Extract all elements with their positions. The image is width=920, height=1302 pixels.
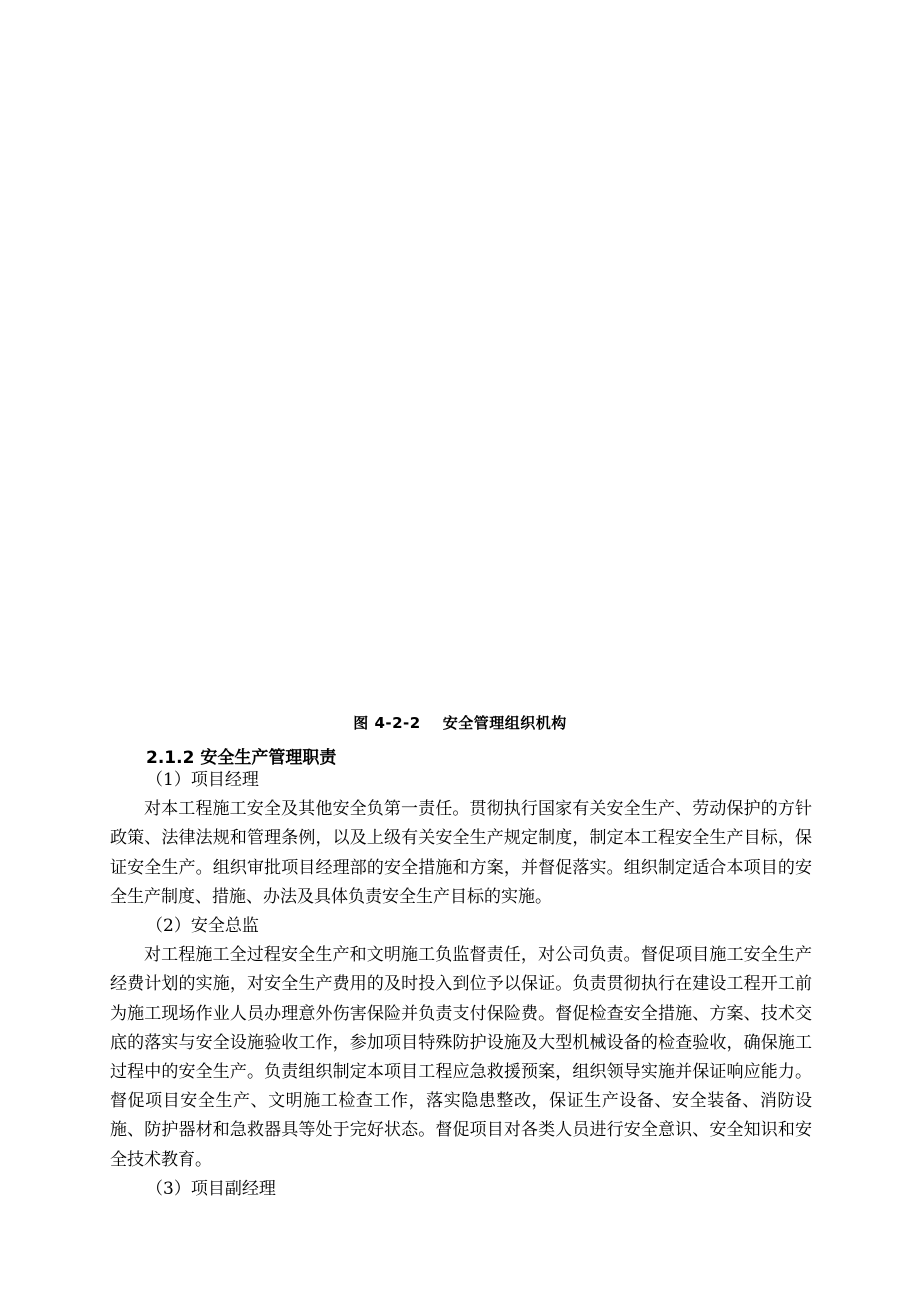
- figure-caption-number: 图 4-2-2: [353, 714, 421, 732]
- item-text-safety-director: 对工程施工全过程安全生产和文明施工负监督责任，对公司负责。督促项目施工安全生产经费计划的实施，对安全生产费用的及时投入到位予以保证。负责贯彻执行在建设工程开工前为施工现场作业人员办理意外伤害保险并负责支付保险费。督促检查安全措施、方案、技术交底的落实与安全设施验收工作，参加项目特殊防护设施及大型机械设备的检查验收，确保施工过程中的安全生产。负责组织制定本项目工程应急救援预案，组织领导实施并保证响应能力。督促项目安全生产、文明施工检查工作，落实隐患整改，保证生产设备、安全装备、消防设施、防护器材和急救器具等处于完好状态。督促项目对各类人员进行安全意识、安全知识和安全技术教育。: [110, 945, 812, 1170]
- figure-area: [110, 40, 810, 700]
- figure-caption: [0, 712, 920, 733]
- item-title-safety-director: （2）安全总监: [146, 916, 259, 937]
- item-title-deputy-manager: （3）项目副经理: [146, 1178, 276, 1199]
- section-heading: 2.1.2 安全生产管理职责: [146, 748, 337, 768]
- figure-caption-title: 安全管理组织机构: [442, 714, 567, 732]
- section-body: [110, 766, 812, 1204]
- item-title-project-manager: （1）项目经理: [146, 770, 259, 790]
- item-text-project-manager: 对本工程施工安全及其他安全负第一责任。贯彻执行国家有关安全生产、劳动保护的方针政策、法律法规和管理条例，以及上级有关安全生产规定制度，制定本工程安全生产目标，保证安全生产。组织审批项目经理部的安全措施和方案，并督促落实。组织制定适合本项目的安全生产制度、措施、办法及具体负责安全生产目标的实施。: [110, 799, 812, 907]
